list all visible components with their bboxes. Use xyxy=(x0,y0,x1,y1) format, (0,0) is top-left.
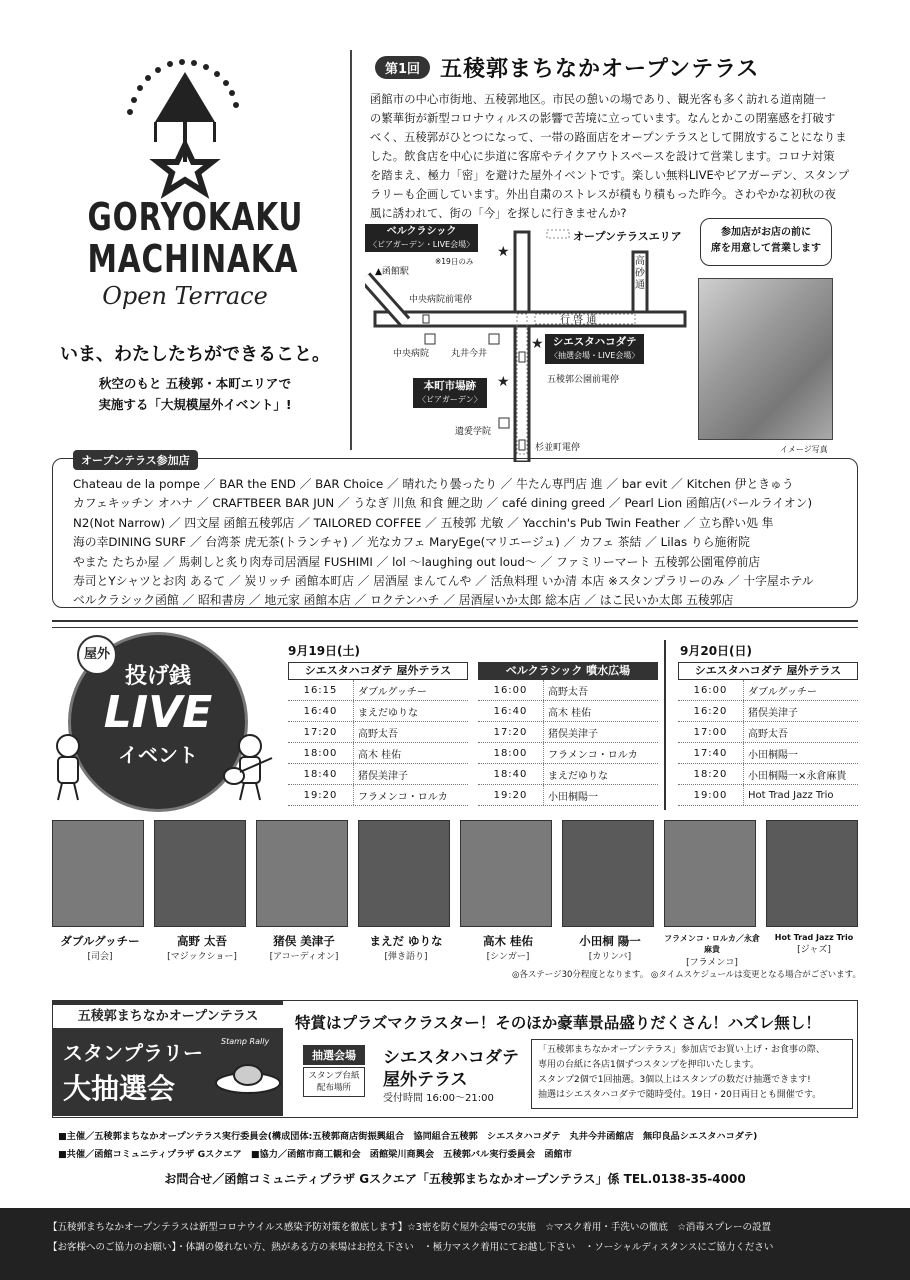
logo-line3: Open Terrace xyxy=(102,282,268,310)
schedule-time: 18:20 xyxy=(693,768,728,780)
schedule-time: 17:40 xyxy=(693,747,728,759)
schedule-performer: まえだゆりな xyxy=(543,764,658,784)
intro-text xyxy=(370,90,850,223)
schedule-row xyxy=(478,701,658,722)
map-gyokei-road: 行 啓 通 xyxy=(560,315,597,326)
venue-header: シエスタハコダテ 屋外テラス xyxy=(678,662,858,680)
performer-genre: [弾き語り] xyxy=(384,952,428,962)
schedule-row xyxy=(678,722,858,743)
performer-name: 小田桐 陽一 xyxy=(579,934,641,948)
svg-text:★: ★ xyxy=(497,374,510,390)
shop-line: 寿司とYシャツとお肉 あるて ／ 炭リッチ 函館本町店 ／ 居酒屋 まんてんや ／ 活魚料理 いか清 本店 ※スタンプラリーのみ ／ 十字屋ホテル xyxy=(73,574,814,589)
performer-notes: ◎各ステージ30分程度となります。 ◎タイムスケジュールは変更となる場合がございます。 xyxy=(512,970,861,980)
performer-photo xyxy=(766,820,858,927)
schedule-performer: 高木 桂佑 xyxy=(543,701,658,721)
performer-name: ダブルグッチー xyxy=(60,934,140,948)
performer-grid xyxy=(52,820,862,970)
schedule-time: 18:40 xyxy=(303,768,338,780)
schedule-performer: フラメンコ・ロルカ xyxy=(353,785,468,805)
svg-text:★: ★ xyxy=(497,244,510,260)
schedule-performer: 高野太吾 xyxy=(743,722,858,742)
schedule-row xyxy=(678,680,858,701)
map-bell-sub: 〈ビアガーデン・LIVE会場〉 xyxy=(369,240,475,249)
schedule-time: 18:00 xyxy=(493,747,528,759)
stamp-rally-box xyxy=(52,1000,858,1118)
map-iai: 遺愛学院 xyxy=(455,427,492,437)
map-takasago-road: 高砂通 xyxy=(635,256,645,291)
shop-line: やまた たちか屋 ／ 馬刺しと炙り肉寿司居酒屋 FUSHIMI ／ lol ～laughing out loud～ ／ ファミリーマート 五稜郭公園電停前店 xyxy=(73,554,761,569)
schedule-performer: 高木 桂佑 xyxy=(353,743,468,763)
schedule-row xyxy=(478,785,658,806)
intro-line: べく、五稜郭がひとつになって、一帯の路面店をオープンテラスとして開放することになりま xyxy=(370,131,847,144)
performer-photo xyxy=(358,820,450,927)
map-siesta-sub: 〈抽選会場・LIVE会場〉 xyxy=(550,351,640,360)
schedule-row xyxy=(288,764,468,785)
schedule-performer: 猪俣美津子 xyxy=(543,722,658,742)
rule-line: スタンプ2個で1回抽選。3個以上はスタンプの数だけ抽選できます! xyxy=(538,1075,811,1085)
map-marui: 丸井今井 xyxy=(451,349,488,359)
shop-line: Chateau de la pompe ／ BAR the END ／ BAR Choice ／ 晴れたり曇ったり ／ 牛たん専門店 進 ／ bar evit ／ Kitchen 伊ときゅう xyxy=(73,477,794,491)
schedule-performer: ダブルグッチー xyxy=(353,680,468,700)
performer-photo xyxy=(154,820,246,927)
performer-genre: [カリンバ] xyxy=(588,952,632,962)
schedule-performer: 小田桐陽一 xyxy=(543,785,658,805)
map-area-legend: オープンテラスエリア xyxy=(573,230,682,243)
schedule-performer: 猪俣美津子 xyxy=(353,764,468,784)
intro-line: 函館市の中心市街地、五稜郭地区。市民の憩いの場であり、観光客も多く訪れる道南随一 xyxy=(370,93,826,106)
schedule-time: 19:20 xyxy=(303,789,338,801)
schedule-performer: 小田桐陽一 xyxy=(743,743,858,763)
schedule-row xyxy=(678,785,858,806)
outdoor-badge: 屋外 xyxy=(77,635,117,675)
svg-text:★: ★ xyxy=(531,336,544,352)
performer-genre: [フラメンコ] xyxy=(686,958,738,968)
performer-genre: [マジックショー] xyxy=(167,952,237,962)
map-suginami-stop: 杉並町電停 xyxy=(535,443,581,453)
tagline-sub2: 実施する「大規模屋外イベント」! xyxy=(98,397,292,412)
schedule-time: 17:20 xyxy=(303,726,338,738)
intro-line: した。飲食店を中心に歩道に客席やテイクアウトスペースを設けて営業します。コロナ対策 xyxy=(370,150,835,163)
day2-label: 9月20日(日) xyxy=(680,644,753,658)
table-body xyxy=(478,680,658,806)
stamp-header: 五稜郭まちなかオープンテラス xyxy=(53,1005,283,1029)
schedule-time: 19:00 xyxy=(693,789,728,801)
schedule-time: 16:20 xyxy=(693,705,728,717)
performer-card xyxy=(766,820,862,955)
tagline: いま、わたしたちができること。 xyxy=(60,344,330,365)
schedule-time: 17:00 xyxy=(693,726,728,738)
schedule-row xyxy=(678,701,858,722)
stamp-prize: 特賞はプラズマクラスター！そのほか豪華景品盛りだくさん！ハズレ無し！ xyxy=(295,1014,821,1032)
performer-card xyxy=(460,820,556,962)
stamp-left-panel xyxy=(53,1001,283,1116)
performer-card xyxy=(562,820,658,962)
venue-note-line1: スタンプ台紙 xyxy=(308,1071,360,1081)
live-title1: 投げ銭 xyxy=(124,664,191,689)
section-divider xyxy=(52,620,858,628)
performer-photo xyxy=(256,820,348,927)
schedule-time: 18:40 xyxy=(493,768,528,780)
schedule-row xyxy=(288,743,468,764)
schedule-performer: フラメンコ・ロルカ xyxy=(543,743,658,763)
performer-card xyxy=(664,820,760,968)
schedule-performer: 高野太吾 xyxy=(353,722,468,742)
schedule-time: 16:00 xyxy=(693,684,728,696)
performer-name: Hot Trad Jazz Trio xyxy=(774,933,854,942)
stamp-venue1: シエスタハコダテ xyxy=(383,1048,519,1068)
schedule-row xyxy=(678,743,858,764)
map-siesta-name: シエスタハコダテ xyxy=(552,336,637,348)
tagline-sub1: 秋空のもと 五稜郭・本町エリアで xyxy=(98,376,292,391)
map-chuo-hospital: 中央病院 xyxy=(393,349,430,359)
schedule-time: 17:20 xyxy=(493,726,528,738)
photo-note: イメージ写真 xyxy=(780,445,828,454)
area-map xyxy=(365,222,695,462)
schedule-table-3 xyxy=(678,662,858,806)
performer-name: まえだ ゆりな xyxy=(369,934,443,948)
schedule-row xyxy=(288,785,468,806)
performer-card xyxy=(52,820,148,962)
shop-line: カフェキッチン オハナ ／ CRAFTBEER BAR JUN ／ うなぎ 川魚 和食 鯉之助 ／ café dining greed ／ Pearl Lion 函館店(パールライオン) xyxy=(73,496,813,511)
rule-line: 「五稜郭まちなかオープンテラス」参加店でお買い上げ・お食事の際、 xyxy=(538,1045,825,1055)
rule-line: 専用の台紙に各店1個ずつスタンプを押印いたします。 xyxy=(538,1060,760,1070)
map-hakodate-station: ▲函館駅 xyxy=(375,267,409,277)
bubble-line2: 席を用意して営業します xyxy=(711,243,821,254)
performer-name: 高木 桂佑 xyxy=(482,934,533,948)
bubble-line1: 参加店がお店の前に xyxy=(721,227,811,238)
performer-photo xyxy=(562,820,654,927)
schedule-performer: Hot Trad Jazz Trio xyxy=(743,785,858,805)
schedule-row xyxy=(478,680,658,701)
venue-header: ベルクラシック 噴水広場 xyxy=(478,662,658,680)
venue-tag: 抽選会場 xyxy=(303,1045,365,1065)
schedule-row xyxy=(478,743,658,764)
performer-genre: [シンガー] xyxy=(486,952,530,962)
stamp-title1: スタンプラリー xyxy=(63,1041,203,1065)
map-honcho-name: 本町市場跡 xyxy=(423,380,477,392)
shop-line: 海の幸DINING SURF ／ 台湾茶 虎无茶(トランチャ) ／ 光なカフェ MaryEge(マリエージュ) ／ カフェ 茶結 ／ Lilas りら施術院 xyxy=(73,535,750,550)
footer-line1: 【五稜郭まちなかオープンテラスは新型コロナウイルス感染予防対策を徹底します】☆3密を防ぐ屋外会場での実施 ☆マスク着用・手洗いの徹底 ☆消毒スプレーの設置 xyxy=(48,1222,772,1233)
map-honcho-label xyxy=(413,378,487,408)
map-bell-note: ※19日のみ xyxy=(435,257,474,266)
live-title2: LIVE xyxy=(103,687,213,738)
performer-genre: [司会] xyxy=(87,952,113,962)
stamp-venue2: 屋外テラス xyxy=(383,1070,468,1090)
stamp-rules xyxy=(531,1039,853,1109)
schedule-row xyxy=(288,680,468,701)
day-divider xyxy=(664,640,666,810)
parasol-star-icon xyxy=(110,50,260,200)
schedule-row xyxy=(288,722,468,743)
logo xyxy=(60,50,310,330)
table-body xyxy=(288,680,468,806)
schedule-time: 19:20 xyxy=(493,789,528,801)
schedule-row xyxy=(478,764,658,785)
schedule-time: 16:40 xyxy=(493,705,528,717)
venue-note-line2: 配布場所 xyxy=(316,1083,351,1093)
schedule-time: 18:00 xyxy=(303,747,338,759)
table-body xyxy=(678,680,858,806)
performer-genre: [ジャズ] xyxy=(797,945,831,955)
intro-line: 風に誘われて、街の「今」を探しに行きませんか? xyxy=(370,207,627,220)
venue-header: シエスタハコダテ 屋外テラス xyxy=(288,662,468,680)
map-chuo-stop: 中央病院前電停 xyxy=(409,295,473,305)
schedule-time: 16:40 xyxy=(303,705,338,717)
map-honcho-sub: 〈ビアガーデン〉 xyxy=(418,395,482,404)
intro-line: を踏まえ、極力「密」を避けた屋外イベントです。楽しい無料LIVEやビアガーデン、スタンプ xyxy=(370,169,850,182)
cosponsor-credit: ■共催／函館コミュニティプラザ Gスクエア ■協力／函館市商工観和会 函館梁川商興会 五稜郭バル実行委員会 函館市 xyxy=(58,1149,572,1160)
shops-list xyxy=(73,475,857,611)
speech-bubble xyxy=(700,218,832,266)
logo-line2: MACHINAKA xyxy=(87,237,299,281)
event-title: 五稜郭まちなかオープンテラス xyxy=(440,56,760,82)
ufo-text: Stamp Rally xyxy=(221,1037,270,1046)
street-photo xyxy=(698,278,833,440)
schedule-time: 16:00 xyxy=(493,684,528,696)
logo-line1: GORYOKAKU xyxy=(87,195,304,239)
schedule-row xyxy=(678,764,858,785)
live-title3: イベント xyxy=(118,743,198,767)
schedule-time: 16:15 xyxy=(303,684,338,696)
stamp-title2: 大抽選会 xyxy=(63,1072,176,1105)
schedule-performer: 猪俣美津子 xyxy=(743,701,858,721)
stamp-hours: 受付時間 16:00～21:00 xyxy=(383,1093,494,1104)
schedule-performer: まえだゆりな xyxy=(353,701,468,721)
schedule-row xyxy=(288,701,468,722)
performer-card xyxy=(256,820,352,962)
shops-box xyxy=(52,454,858,608)
map-goryokaku-stop: 五稜郭公園前電停 xyxy=(547,375,620,385)
intro-line: の繁華街が新型コロナウィルスの影響で苦境に立っています。なんとかこの閉塞感を打破す xyxy=(370,112,836,125)
footer-line2: 【お客様へのご協力のお願い】・体調の優れない方、熱がある方の来場はお控え下さい ・極力マスク着用にてお越し下さい ・ソーシャルディスタンスにご協力ください xyxy=(48,1242,774,1253)
performer-name: フラメンコ・ロルカ／永倉麻貴 xyxy=(664,934,760,954)
schedule-row xyxy=(478,722,658,743)
map-siesta-label xyxy=(545,334,644,364)
contact: お問合せ／函館コミュニティプラザ Gスクエア「五稜郭まちなかオープンテラス」係 TEL.0138-35-4000 xyxy=(164,1172,746,1186)
rule-line: 抽選はシエスタハコダテで随時受付。19日・20日両日とも開催です。 xyxy=(538,1090,822,1100)
schedule-table-1 xyxy=(288,662,468,806)
performer-name: 高野 太吾 xyxy=(176,934,227,948)
header xyxy=(375,52,865,82)
performer-genre: [アコーディオン] xyxy=(269,952,339,962)
performer-card xyxy=(358,820,454,962)
performer-photo xyxy=(52,820,144,927)
performer-card xyxy=(154,820,250,962)
map-bell-label xyxy=(365,224,478,252)
schedule-performer: 小田桐陽一×永倉麻貴 xyxy=(743,764,858,784)
divider xyxy=(350,50,352,450)
ufo-icon xyxy=(213,1053,283,1103)
shop-line: ベルクラシック函館 ／ 昭和書房 ／ 地元家 函館本店 ／ ロクテンハチ ／ 居酒屋いか太郎 総本店 ／ はこ民いか太郎 五稜郭店 xyxy=(73,593,734,608)
edition-badge: 第1回 xyxy=(375,56,430,79)
day1-label: 9月19日(土) xyxy=(288,644,361,658)
musicians-illustration xyxy=(40,732,280,802)
schedule-performer: ダブルグッチー xyxy=(743,680,858,700)
venue-note xyxy=(303,1067,365,1097)
schedule-table-2 xyxy=(478,662,658,806)
schedule-performer: 高野太吾 xyxy=(543,680,658,700)
organizer-credit: ■主催／五稜郭まちなかオープンテラス実行委員会(構成団体:五稜郭商店街振興組合 協同組合五稜郭 シエスタハコダテ 丸井今井函館店 無印良品シエスタハコダテ) xyxy=(58,1131,758,1142)
performer-name: 猪俣 美津子 xyxy=(273,934,335,948)
footer xyxy=(0,1208,910,1280)
shop-line: N2(Not Narrow) ／ 四文屋 函館五稜郭店 ／ TAILORED COFFEE ／ 五稜郭 尤敏 ／ Yacchin's Pub Twin Feather ／ 立ち酔い処 隼 xyxy=(73,515,774,530)
intro-line: ラリーも企画しています。外出自粛のストレスが積もり積もった昨今。さわやかな初秋の夜 xyxy=(370,188,837,201)
performer-photo xyxy=(664,820,756,927)
map-bell-name: ベルクラシック xyxy=(386,226,457,237)
shops-tag: オープンテラス参加店 xyxy=(73,450,198,470)
performer-photo xyxy=(460,820,552,927)
